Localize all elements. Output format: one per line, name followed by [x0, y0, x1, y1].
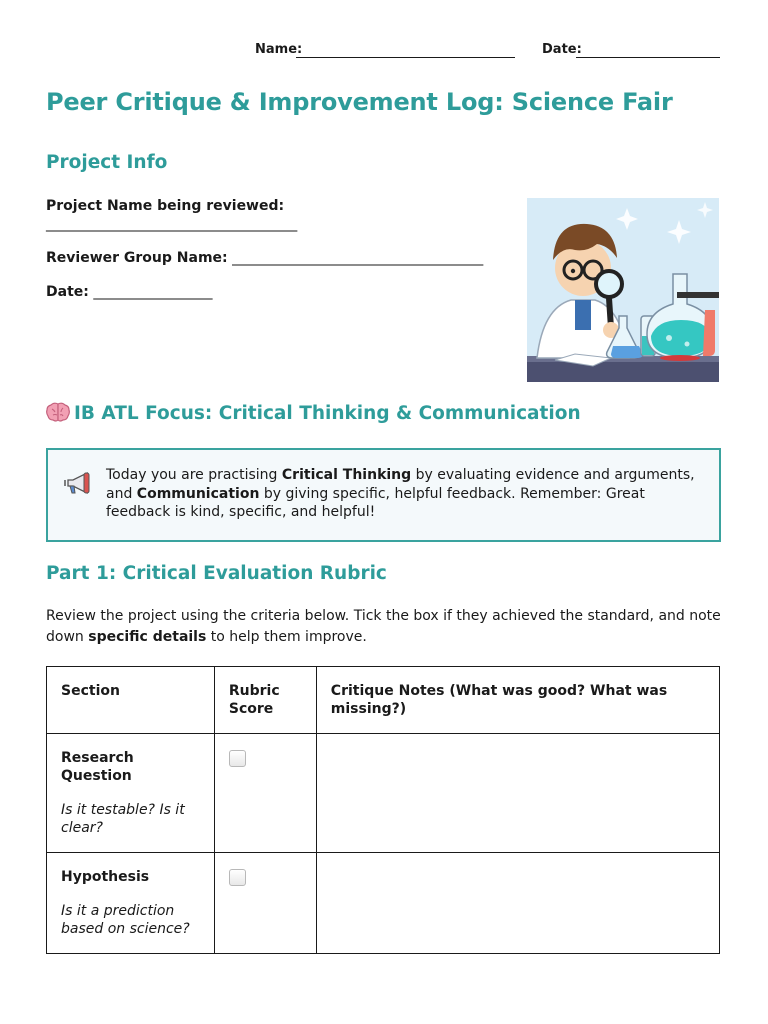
megaphone-icon	[64, 468, 94, 498]
atl-heading-text: IB ATL Focus: Critical Thinking & Communication	[74, 403, 581, 424]
section-cell	[47, 853, 215, 954]
info-date-label: Date:	[46, 284, 89, 300]
column-header-critique-notes: Critique Notes (What was good? What was missing?)	[316, 667, 719, 734]
rubric-checkbox[interactable]	[229, 750, 246, 767]
part1-heading: Part 1: Critical Evaluation Rubric	[46, 563, 387, 584]
project-name-field[interactable]	[46, 216, 297, 232]
column-header-section: Section	[47, 667, 215, 734]
group-name-blank: ______________________________________	[232, 250, 483, 266]
group-name-line[interactable]	[46, 250, 483, 266]
rubric-score-cell	[214, 853, 316, 954]
date-label: Date:	[542, 42, 582, 57]
table-row	[47, 853, 720, 954]
name-field[interactable]	[296, 57, 515, 58]
column-header-rubric-score: Rubric Score	[214, 667, 316, 734]
rubric-checkbox[interactable]	[229, 869, 246, 886]
info-date-blank: __________________	[93, 284, 213, 300]
critique-notes-cell[interactable]	[316, 734, 719, 853]
table-header-row	[47, 667, 720, 734]
section-prompt: Is it a prediction based on science?	[61, 903, 190, 937]
name-label: Name:	[255, 42, 303, 57]
group-name-label: Reviewer Group Name:	[46, 250, 228, 266]
atl-callout	[46, 448, 721, 542]
info-date-line[interactable]	[46, 284, 212, 300]
section-title: Hypothesis	[61, 869, 150, 885]
project-name-blank: ______________________________________	[46, 216, 297, 232]
project-name-label-line	[46, 198, 284, 214]
scientist-illustration	[527, 198, 719, 382]
section-title: Research Question	[61, 750, 134, 784]
section-cell	[47, 734, 215, 853]
section-prompt: Is it testable? Is it clear?	[61, 802, 185, 836]
table-row	[47, 734, 720, 853]
critique-notes-cell[interactable]	[316, 853, 719, 954]
communication-term: Communication	[136, 485, 260, 502]
rubric-table	[46, 666, 720, 954]
name-date-header	[0, 42, 768, 62]
project-name-label: Project Name being reviewed:	[46, 198, 285, 214]
specific-details-term: specific details	[88, 629, 207, 645]
atl-heading	[46, 402, 581, 424]
page-title: Peer Critique & Improvement Log: Science Fair	[46, 88, 673, 116]
rubric-score-cell	[214, 734, 316, 853]
part1-intro: Review the project using the criteria below. Tick the box if they achieved the standard, and note down specific details to help them improve.	[46, 608, 721, 645]
brain-icon	[46, 402, 70, 422]
atl-callout-text: Today you are practising Critical Thinking by evaluating evidence and arguments, and Communication by giving specific, helpful feedback. Remember: Great feedback is kind, specific, and helpful!	[106, 467, 695, 520]
critical-thinking-term: Critical Thinking	[281, 467, 412, 483]
date-field[interactable]	[576, 57, 720, 58]
project-info-heading: Project Info	[46, 152, 168, 173]
